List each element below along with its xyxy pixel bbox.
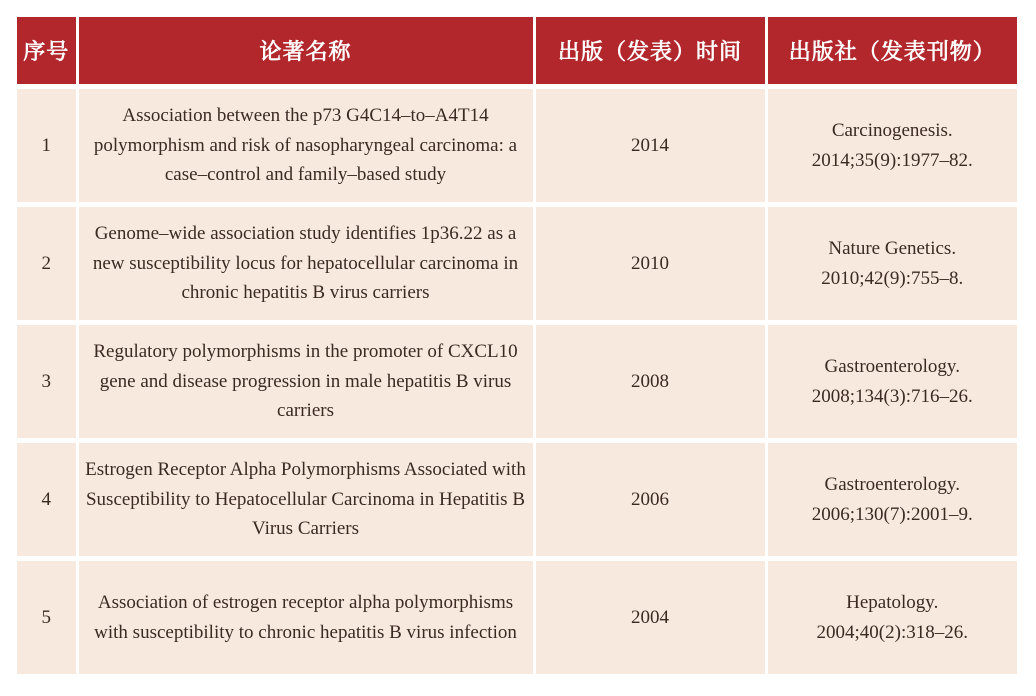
cell-citation: 2014;35(9):1977–82. (811, 149, 973, 171)
cell-publisher (766, 323, 1017, 441)
header-title: 论著名称 (77, 17, 534, 87)
cell-no: 3 (17, 323, 77, 441)
header-no: 序号 (17, 17, 77, 87)
cell-journal: Nature Genetics. (828, 238, 957, 259)
cell-year: 2010 (534, 205, 766, 323)
cell-year: 2008 (534, 323, 766, 441)
table-body (17, 87, 1017, 675)
table-header (17, 17, 1017, 87)
cell-publisher (766, 205, 1017, 323)
cell-citation: 2008;134(3):716–26. (811, 385, 973, 407)
cell-citation: 2010;42(9):755–8. (821, 267, 964, 289)
cell-journal: Carcinogenesis. (831, 120, 953, 141)
cell-year: 2014 (534, 87, 766, 205)
table-row (17, 441, 1017, 559)
cell-publisher (766, 441, 1017, 559)
cell-publisher (766, 87, 1017, 205)
cell-no: 5 (17, 559, 77, 675)
cell-title: Association of estrogen receptor alpha polymorphisms with susceptibility to chronic hepatitis B virus infection (77, 559, 534, 675)
cell-year: 2006 (534, 441, 766, 559)
header-year: 出版（发表）时间 (534, 17, 766, 87)
cell-no: 4 (17, 441, 77, 559)
cell-journal: Gastroenterology. (824, 474, 960, 495)
cell-publisher (766, 559, 1017, 675)
table-row (17, 323, 1017, 441)
cell-citation: 2006;130(7):2001–9. (811, 503, 973, 525)
cell-journal: Gastroenterology. (824, 356, 960, 377)
table-row (17, 205, 1017, 323)
publications-table (17, 17, 1017, 674)
cell-journal: Hepatology. (846, 592, 939, 613)
cell-title: Genome–wide association study identifies 1p36.22 as a new susceptibility locus for hepatocellular carcinoma in chronic hepatitis B virus carriers (77, 205, 534, 323)
table-row (17, 87, 1017, 205)
cell-citation: 2004;40(2):318–26. (816, 621, 968, 643)
cell-no: 2 (17, 205, 77, 323)
cell-title: Association between the p73 G4C14–to–A4T14 polymorphism and risk of nasopharyngeal carcinoma: a case–control and family–based study (77, 87, 534, 205)
table-row (17, 559, 1017, 675)
header-publisher: 出版社（发表刊物） (766, 17, 1017, 87)
cell-title: Regulatory polymorphisms in the promoter of CXCL10 gene and disease progression in male hepatitis B virus carriers (77, 323, 534, 441)
header-row (17, 17, 1017, 87)
cell-title: Estrogen Receptor Alpha Polymorphisms Associated with Susceptibility to Hepatocellular Carcinoma in Hepatitis B Virus Carriers (77, 441, 534, 559)
cell-no: 1 (17, 87, 77, 205)
cell-year: 2004 (534, 559, 766, 675)
